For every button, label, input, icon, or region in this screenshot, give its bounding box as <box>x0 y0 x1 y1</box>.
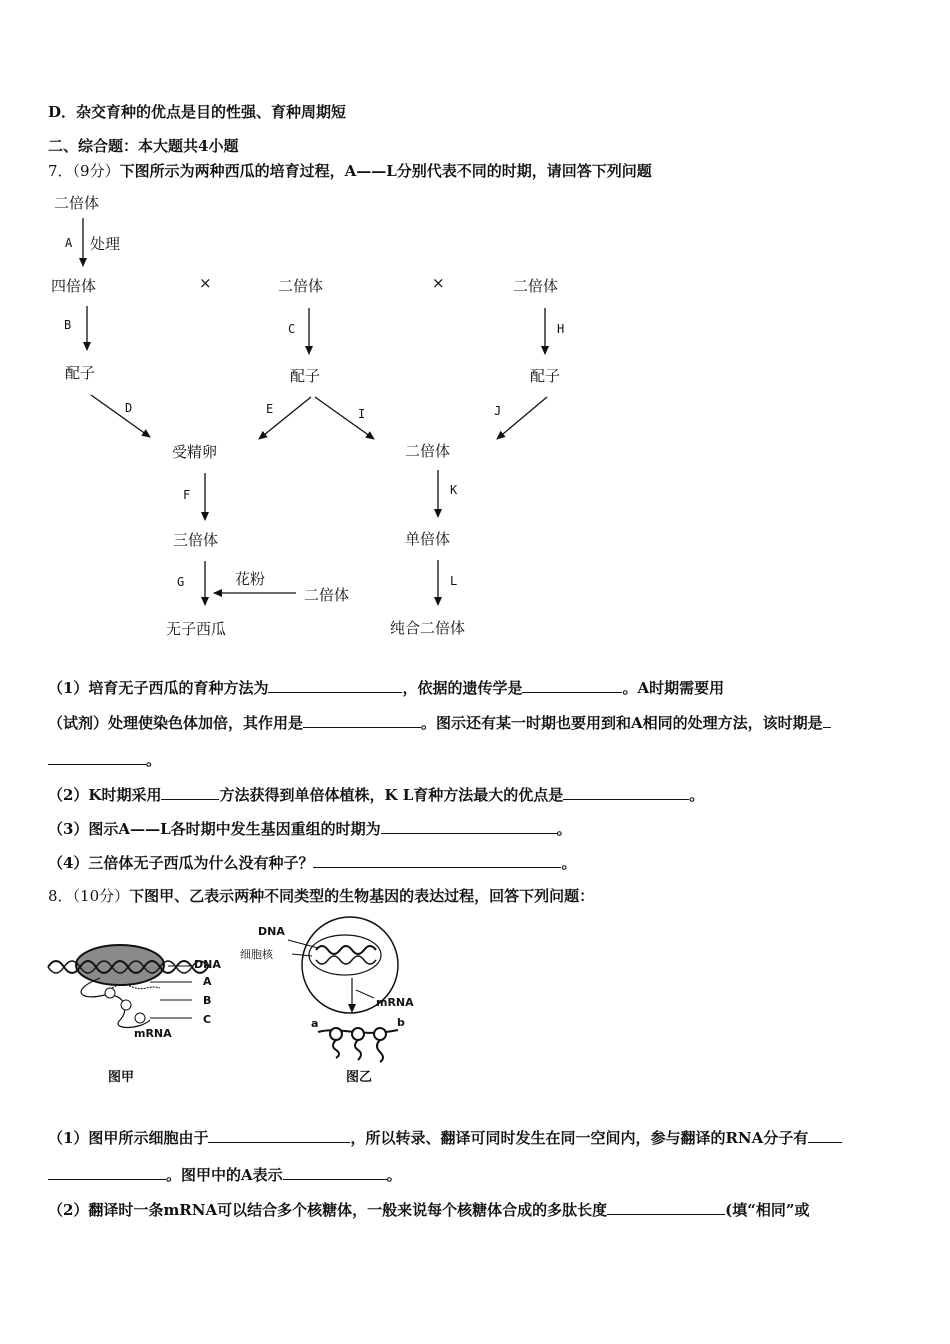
letter-A: A <box>65 236 73 250</box>
answer-blank[interactable] <box>283 1165 387 1180</box>
q8-sub2: （2）翻译时一条mRNA可以结合多个核糖体，一般来说每个核糖体合成的多肽长度 (填“相同”或 <box>48 1201 810 1219</box>
cross-symbol-1: × <box>199 274 212 292</box>
jia-label-dna: DNA <box>194 958 221 971</box>
jia-ribosome-3 <box>135 1013 145 1023</box>
answer-blank[interactable] <box>161 785 219 800</box>
arrow-J <box>497 397 547 439</box>
answer-blank[interactable] <box>208 1128 350 1143</box>
q8-stem-text: 下图甲、乙表示两种不同类型的生物基因的表达过程，回答下列问题： <box>129 887 595 905</box>
answer-blank[interactable] <box>563 785 689 800</box>
yi-label-dna: DNA <box>258 925 285 938</box>
answer-blank[interactable] <box>48 1165 166 1180</box>
q7-number: 7．（9分） <box>48 162 120 180</box>
yi-label-mrna: mRNA <box>376 996 414 1009</box>
label-pollen: 花粉 <box>235 570 266 588</box>
q7-sub1-line1: （1）培育无子西瓜的育种方法为 ，依据的遗传学是 。A时期需要用 <box>48 679 725 697</box>
q7-sub4: （4）三倍体无子西瓜为什么没有种子？ 。 <box>48 854 577 872</box>
letter-D: D <box>125 401 133 415</box>
jia-cell-body <box>76 945 164 985</box>
jia-peptide <box>112 984 160 988</box>
yi-pointer-mrna <box>356 990 374 998</box>
yi-label-b: b <box>397 1016 405 1029</box>
yi-nucleus-envelope <box>309 935 381 975</box>
jia-label-mrna: mRNA <box>134 1027 172 1040</box>
letter-E: E <box>266 402 274 416</box>
yi-pointer-dna <box>288 940 318 948</box>
label-gamete-mid: 配子 <box>290 367 321 385</box>
jia-label-B: B <box>203 994 212 1007</box>
answer-blank[interactable] <box>268 678 402 693</box>
jia-caption: 图甲 <box>108 1070 135 1085</box>
label-seedless-watermelon: 无子西瓜 <box>166 620 227 638</box>
cross-symbol-2: × <box>432 274 445 292</box>
option-d: D．杂交育种的优点是目的性强、育种周期短 <box>48 103 347 121</box>
yi-peptide-2 <box>355 1040 361 1060</box>
letter-J: J <box>494 404 502 418</box>
answer-blank[interactable] <box>381 819 557 834</box>
letter-C: C <box>288 322 296 336</box>
q8-number: 8．（10分） <box>48 887 130 905</box>
yi-dna-coil <box>316 946 376 954</box>
letter-L: L <box>450 574 458 588</box>
label-diploid-top: 二倍体 <box>54 194 100 212</box>
answer-blank[interactable] <box>303 713 421 728</box>
answer-blank[interactable] <box>607 1200 725 1215</box>
answer-blank[interactable] <box>823 713 831 728</box>
q7-sub1-line3: 。 <box>48 750 161 770</box>
letter-G: G <box>177 575 185 589</box>
jia-label-C: C <box>203 1013 212 1026</box>
q8-sub1-line2: 。图甲中的A表示 。 <box>48 1165 402 1185</box>
yi-ribosome-1 <box>330 1028 342 1040</box>
q7-sub3: （3）图示A——L各时期中发生基因重组的时期为 。 <box>48 820 572 838</box>
q7-sub2: （2）K时期采用 方法获得到单倍体植株，K L育种方法最大的优点是 。 <box>48 786 705 804</box>
label-diploid-right: 二倍体 <box>513 277 559 295</box>
answer-blank[interactable] <box>522 678 622 693</box>
jia-label-A: A <box>203 975 212 988</box>
label-pure-diploid: 纯合二倍体 <box>390 619 466 637</box>
label-treat: 处理 <box>90 235 121 253</box>
answer-blank[interactable] <box>808 1128 842 1143</box>
letter-K: K <box>450 483 458 497</box>
yi-peptide-1 <box>333 1040 339 1058</box>
answer-blank[interactable] <box>48 750 146 765</box>
section-heading: 二、综合题：本大题共4小题 <box>48 137 239 155</box>
label-diploid-mid: 二倍体 <box>278 277 324 295</box>
yi-peptide-3 <box>377 1040 383 1062</box>
q8-sub1-line1: （1）图甲所示细胞由于 ，所以转录、翻译可同时发生在同一空间内，参与翻译的RNA分子有 <box>48 1128 842 1148</box>
label-haploid: 单倍体 <box>405 530 451 548</box>
yi-ribosome-3 <box>374 1028 386 1040</box>
yi-label-a: a <box>311 1017 319 1030</box>
label-triploid: 三倍体 <box>173 531 219 549</box>
q7-sub1-line2: （试剂）处理使染色体加倍，其作用是 。图示还有某一时期也要用到和A相同的处理方法，该时期是 <box>48 713 831 733</box>
jia-ribosome-1 <box>105 988 115 998</box>
arrow-D <box>91 395 150 437</box>
answer-blank[interactable] <box>313 853 561 868</box>
yi-label-nucleus: 细胞核 <box>240 948 273 961</box>
jia-ribosome-2 <box>121 1000 131 1010</box>
yi-caption: 图乙 <box>346 1070 373 1085</box>
yi-ribosome-2 <box>352 1028 364 1040</box>
label-diploid-center: 二倍体 <box>405 442 451 460</box>
label-gamete-left: 配子 <box>65 364 96 382</box>
label-diploid-pollen: 二倍体 <box>304 586 350 604</box>
letter-B: B <box>64 318 72 332</box>
letter-H: H <box>557 322 565 336</box>
figure-yi <box>288 917 398 1062</box>
yi-dna-coil-2 <box>316 956 376 964</box>
label-tetraploid: 四倍体 <box>51 277 97 295</box>
letter-F: F <box>183 488 191 502</box>
q7-stem-text: 下图所示为两种西瓜的培育过程，A——L分别代表不同的时期，请回答下列问题 <box>119 162 652 180</box>
figure-jia <box>48 945 208 1028</box>
label-gamete-right: 配子 <box>530 367 561 385</box>
letter-I: I <box>358 407 366 421</box>
question-8-stem <box>48 886 594 906</box>
label-zygote: 受精卵 <box>172 443 218 461</box>
